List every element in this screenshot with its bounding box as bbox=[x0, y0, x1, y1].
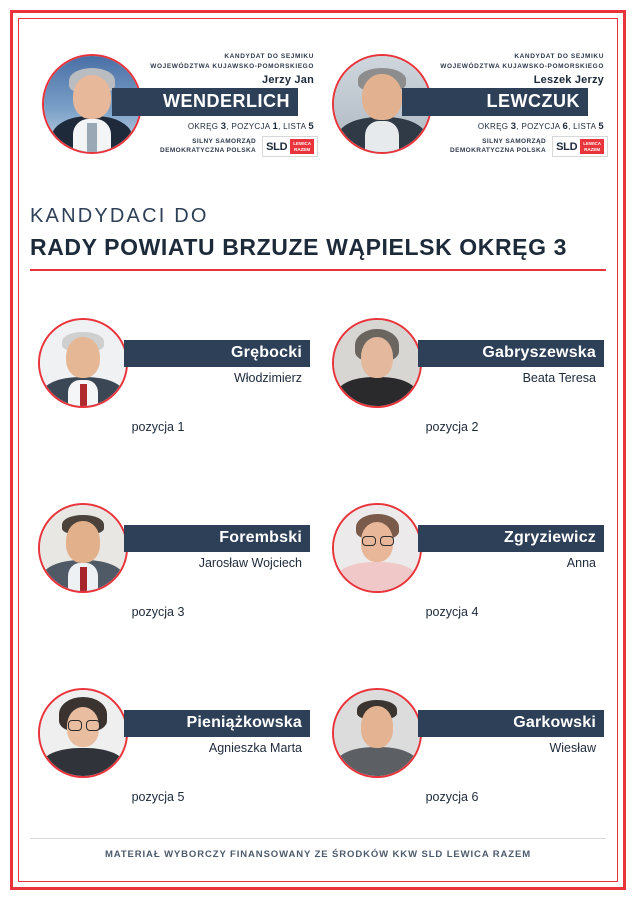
sejmik-position-line: OKRĘG 3, POZYCJA 6, LISTA 5 bbox=[477, 120, 604, 132]
slogan-text bbox=[160, 138, 256, 156]
slogan-text bbox=[450, 138, 546, 156]
candidate-photo bbox=[332, 503, 422, 593]
portrait-illustration bbox=[334, 690, 420, 776]
candidate-given-name: Włodzimierz bbox=[233, 371, 302, 385]
sld-logo bbox=[552, 136, 608, 157]
candidate-position: pozycja 2 bbox=[425, 420, 479, 434]
candidate-photo bbox=[38, 688, 128, 778]
candidate-given-name: Jarosław Wojciech bbox=[198, 556, 302, 570]
candidate-surname: Grębocki bbox=[124, 340, 310, 367]
sejmik-surname: WENDERLICH bbox=[112, 88, 298, 116]
sejmik-surname: LEWCZUK bbox=[402, 88, 588, 116]
candidate-name-block bbox=[418, 525, 604, 570]
slogan-line-2: DEMOKRATYCZNA POLSKA bbox=[160, 146, 257, 154]
sejmik-candidate-card bbox=[318, 32, 608, 177]
sld-badge-line-2: RAZEM bbox=[584, 146, 601, 152]
sejmik-line1: KANDYDAT DO SEJMIKU bbox=[514, 53, 604, 60]
candidate-position: pozycja 4 bbox=[425, 605, 479, 619]
portrait-illustration bbox=[40, 505, 126, 591]
candidate-name-block bbox=[124, 340, 310, 385]
page-title-small: KANDYDACI DO bbox=[30, 205, 209, 227]
candidate-name-block bbox=[124, 710, 310, 755]
pozycja-label: POZYCJA bbox=[231, 121, 270, 131]
okreg-value: 3 bbox=[220, 120, 227, 132]
candidate-given-name: Anna bbox=[566, 556, 596, 570]
portrait-illustration bbox=[40, 690, 126, 776]
sejmik-candidate-text bbox=[146, 52, 314, 132]
sld-badge-line-1: LEWICA bbox=[583, 141, 601, 146]
candidate-position: pozycja 5 bbox=[131, 790, 185, 804]
portrait-illustration bbox=[40, 320, 126, 406]
candidate-photo bbox=[38, 503, 128, 593]
candidate-card bbox=[318, 688, 608, 863]
sld-logo-badge bbox=[290, 139, 314, 154]
candidate-card bbox=[28, 318, 318, 493]
sld-badge-line-1: LEWICA bbox=[293, 141, 311, 146]
lista-label: LISTA bbox=[283, 121, 306, 131]
sejmik-line1: KANDYDAT DO SEJMIKU bbox=[224, 53, 314, 60]
poster-title-block bbox=[30, 205, 606, 271]
sejmik-candidate-card bbox=[28, 32, 318, 177]
sejmik-candidate-text bbox=[436, 52, 604, 132]
candidate-card bbox=[318, 318, 608, 493]
lista-value: 5 bbox=[308, 120, 314, 132]
lista-label: LISTA bbox=[573, 121, 596, 131]
footer-divider bbox=[30, 838, 606, 839]
slogan-line-2: DEMOKRATYCZNA POLSKA bbox=[450, 146, 547, 154]
candidate-given-name: Beata Teresa bbox=[522, 371, 596, 385]
portrait-illustration bbox=[334, 505, 420, 591]
candidate-position: pozycja 3 bbox=[131, 605, 185, 619]
okreg-value: 3 bbox=[510, 120, 517, 132]
sld-logo-text: SLD bbox=[556, 140, 578, 153]
sejmik-line2: WOJEWÓDZTWA KUJAWSKO-POMORSKIEGO bbox=[150, 62, 314, 70]
candidate-name-block bbox=[418, 710, 604, 755]
candidate-surname: Zgryziewicz bbox=[418, 525, 604, 552]
sejmik-first-name: Jerzy Jan bbox=[262, 73, 314, 86]
sld-logo-text: SLD bbox=[266, 140, 288, 153]
portrait-illustration bbox=[334, 320, 420, 406]
okreg-label: OKRĘG bbox=[187, 121, 219, 131]
okreg-label: OKRĘG bbox=[477, 121, 509, 131]
sejmik-first-name: Leszek Jerzy bbox=[533, 73, 604, 86]
page-title: RADY POWIATU BRZUZE WĄPIELSK OKRĘG 3 bbox=[30, 234, 567, 260]
candidate-card bbox=[28, 503, 318, 678]
candidate-position: pozycja 6 bbox=[425, 790, 479, 804]
party-slogan-block bbox=[146, 136, 318, 157]
candidate-surname: Gabryszewska bbox=[418, 340, 604, 367]
candidate-surname: Garkowski bbox=[418, 710, 604, 737]
title-divider bbox=[30, 269, 606, 271]
sejmik-position-line: OKRĘG 3, POZYCJA 1, LISTA 5 bbox=[187, 120, 314, 132]
candidate-photo bbox=[38, 318, 128, 408]
candidate-given-name: Agnieszka Marta bbox=[208, 741, 302, 755]
sld-logo-badge bbox=[580, 139, 604, 154]
pozycja-value: 6 bbox=[562, 120, 569, 132]
candidate-card bbox=[318, 503, 608, 678]
candidate-card bbox=[28, 688, 318, 863]
slogan-line-1: SILNY SAMORZĄD bbox=[482, 137, 547, 145]
candidate-name-block bbox=[124, 525, 310, 570]
candidate-surname: Forembski bbox=[124, 525, 310, 552]
candidate-position: pozycja 1 bbox=[131, 420, 185, 434]
candidate-surname: Pieniążkowska bbox=[124, 710, 310, 737]
sld-logo bbox=[262, 136, 318, 157]
candidate-photo bbox=[332, 318, 422, 408]
sejmik-line2: WOJEWÓDZTWA KUJAWSKO-POMORSKIEGO bbox=[440, 62, 604, 70]
candidate-name-block bbox=[418, 340, 604, 385]
candidate-given-name: Wiesław bbox=[549, 741, 596, 755]
lista-value: 5 bbox=[598, 120, 604, 132]
sld-badge-line-2: RAZEM bbox=[294, 146, 311, 152]
pozycja-label: POZYCJA bbox=[521, 121, 560, 131]
candidate-photo bbox=[332, 688, 422, 778]
pozycja-value: 1 bbox=[272, 120, 279, 132]
party-slogan-block bbox=[436, 136, 608, 157]
sejmik-candidates-section bbox=[28, 32, 608, 177]
slogan-line-1: SILNY SAMORZĄD bbox=[192, 137, 257, 145]
footer-disclaimer: MATERIAŁ WYBORCZY FINANSOWANY ZE ŚRODKÓW KKW SLD LEWICA RAZEM bbox=[104, 849, 532, 860]
